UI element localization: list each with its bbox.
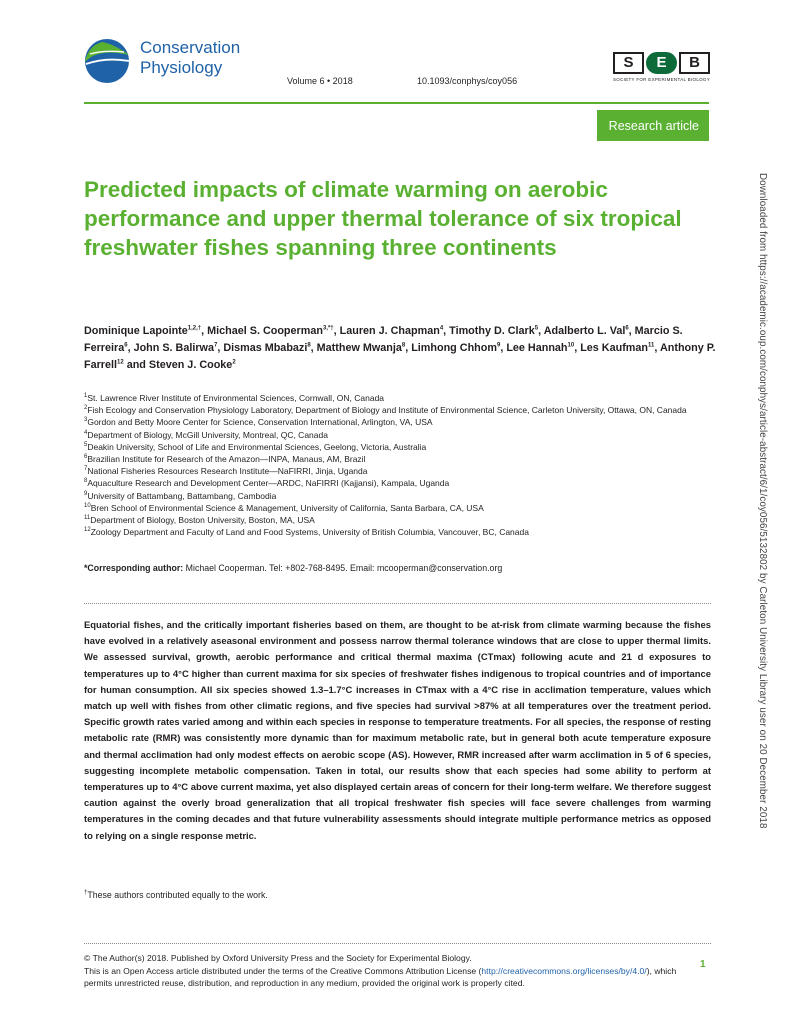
affiliation-item (84, 429, 714, 441)
author-name: Steven J. Cooke (148, 359, 233, 371)
affiliation-text: Fish Ecology and Conservation Physiology Laboratory, Department of Biology and Institute of Environmental Science, Carleton University, Ottawa, ON, Canada (87, 405, 687, 416)
author-separator: , (405, 342, 412, 354)
doi-label[interactable]: 10.1093/conphys/coy056 (417, 76, 518, 86)
author-affiliation-mark: 10 (567, 342, 575, 349)
affiliation-item (84, 441, 714, 453)
affiliation-number: 10 (84, 503, 91, 509)
corresponding-details: Michael Cooperman. Tel: +802-768-8495. Email: mcooperman@conservation.org (183, 563, 503, 573)
affiliation-number: 12 (84, 527, 91, 534)
author-affiliation-mark: 12 (117, 359, 124, 366)
copyright-line: © The Author(s) 2018. Published by Oxford University Press and the Society for Experimental Biology. (84, 953, 472, 963)
footnote-mark: † (84, 890, 88, 897)
affiliation-item (84, 392, 714, 404)
author-name: Michael S. Cooperman (207, 325, 323, 337)
affiliation-number: 4 (84, 429, 88, 436)
author-affiliation-mark: 8 (307, 342, 311, 349)
author-name: Adalberto L. Val (543, 325, 626, 337)
license-footer (84, 952, 684, 990)
author-affiliation-mark: 7 (213, 342, 218, 349)
download-note: Downloaded from https://academic.oup.com/conphys/article-abstract/6/1/coy056/5132802 by Carleton University Library user on 20 December 2018 (757, 173, 768, 829)
journal-name: Conservation Physiology (140, 38, 241, 77)
author-list (84, 323, 724, 374)
author-affiliation-mark: 6 (124, 342, 128, 349)
journal-logo (84, 36, 264, 86)
affiliation-number: 6 (84, 454, 88, 461)
author-separator: and (123, 359, 149, 371)
seb-letter-e: E (646, 52, 677, 74)
author-affiliation-mark: 4 (439, 325, 444, 332)
author-name: Dominique Lapointe (84, 325, 188, 337)
author-separator: , (628, 325, 635, 337)
affiliation-item (84, 404, 714, 416)
affiliation-item (84, 477, 714, 489)
affiliation-number: 5 (84, 441, 88, 448)
author-separator: , (500, 342, 507, 354)
affiliation-text: Department of Biology, Boston University, Boston, MA, USA (90, 515, 315, 526)
article-title: Predicted impacts of climate warming on aerobic performance and upper thermal tolerance of six tropical freshwater fishes spanning three continents (84, 177, 682, 260)
section-divider (84, 603, 711, 604)
affiliation-text: University of Battambang, Battambang, Cambodia (87, 490, 277, 501)
author-separator: , (574, 342, 581, 354)
affiliation-text: National Fisheries Resources Research Institute—NaFIRRI, Jinja, Uganda (87, 466, 368, 477)
author-separator: , (333, 325, 340, 337)
affiliation-number: 2 (84, 405, 88, 412)
seb-letter-b: B (679, 52, 710, 74)
header-rule (84, 102, 709, 104)
footnote-text: These authors contributed equally to the work. (87, 890, 268, 900)
author-separator: , (201, 325, 208, 337)
author-separator: , (538, 325, 544, 337)
affiliation-text: Deakin University, School of Life and Environmental Sciences, Geelong, Victoria, Australia (87, 441, 427, 452)
society-logo (613, 52, 713, 82)
affiliation-item (84, 490, 714, 502)
affiliation-text: Zoology Department and Faculty of Land and Food Systems, University of British Columbia, Vancouver, BC, Canada (90, 527, 529, 538)
affiliation-text: Bren School of Environmental Science & Management, University of California, Santa Barbara, CA, USA (90, 502, 484, 513)
affiliation-text: St. Lawrence River Institute of Environmental Sciences, Cornwall, ON, Canada (87, 393, 385, 403)
author-separator: , (217, 342, 224, 354)
affiliation-number: 3 (84, 417, 88, 424)
affiliation-number: 8 (84, 478, 88, 485)
footer-divider (84, 943, 711, 944)
author-separator: , (310, 342, 317, 354)
society-name: SOCIETY FOR EXPERIMENTAL BIOLOGY (613, 77, 711, 82)
globe-icon (84, 38, 130, 84)
affiliation-number: 1 (84, 393, 88, 400)
affiliation-list (84, 392, 714, 538)
author-affiliation-mark: 5 (534, 325, 539, 332)
corresponding-label: *Corresponding author: (84, 563, 184, 573)
author-name: Matthew Mwanja (316, 342, 402, 354)
author-affiliation-mark: 6 (625, 325, 629, 332)
license-text: This is an Open Access article distributed under the terms of the Creative Commons Attribution License (http://creativecommons.org/licenses/by/4.0/), which permits unrestricted reuse, distribution, and reproduction in any medium, provided the original work is properly cited. (84, 965, 677, 988)
author-name: Anthony P. Farrell (84, 342, 716, 371)
author-affiliation-mark: 2 (232, 359, 236, 366)
page-number: 1 (700, 959, 706, 970)
affiliation-text: Department of Biology, McGill University, Montreal, QC, Canada (87, 429, 328, 440)
affiliation-item (84, 465, 714, 477)
author-name: Dismas Mbabazi (223, 342, 308, 354)
author-name: Marcio S. Ferreira (84, 325, 683, 354)
license-link[interactable]: http://creativecommons.org/licenses/by/4.0/ (481, 965, 647, 976)
affiliation-number: 7 (84, 466, 88, 473)
affiliation-item (84, 416, 714, 428)
author-affiliation-mark: 1,2,† (187, 325, 202, 332)
author-affiliation-mark: 8 (401, 342, 406, 349)
affiliation-item (84, 514, 714, 526)
affiliation-text: Brazilian Institute for Research of the Amazon—INPA, Manaus, AM, Brazil (87, 454, 366, 465)
author-name: Les Kaufman (580, 342, 648, 354)
author-name: Lee Hannah (506, 342, 568, 354)
volume-label: Volume 6 • 2018 (287, 76, 353, 86)
affiliation-text: Gordon and Betty Moore Center for Science, Conservation International, Arlington, VA, USA (87, 417, 433, 428)
affiliation-item (84, 526, 714, 538)
author-name: Lauren J. Chapman (339, 325, 440, 337)
article-type-badge: Research article (597, 110, 709, 141)
author-separator: , (127, 342, 134, 354)
seb-letter-s: S (613, 52, 644, 74)
affiliation-item (84, 453, 714, 465)
author-separator: , (443, 325, 450, 337)
author-affiliation-mark: 9 (496, 342, 501, 349)
author-name: Limhong Chhom (411, 342, 497, 354)
author-separator: , (654, 342, 660, 354)
affiliation-number: 11 (84, 515, 91, 522)
author-footnote (84, 890, 268, 900)
author-affiliation-mark: 3,*† (322, 325, 334, 332)
abstract: Equatorial fishes, and the critically important fisheries based on them, are thought to be at-risk from climate warming because the fishes have evolved in a relatively aseasonal environment and possess narrow thermal tolerance windows that are close to upper thermal limits. We assessed survival, growth, aerobic performance and critical thermal maxima (CTmax) following acute and 21 d exposures to temperatures up to 4°C higher than current maxima for six species of freshwater fishes indigenous to tropical countries and of importance for human consumption. All six species showed 1.3–1.7°C increases in CTmax with a 4°C rise in acclimation temperature, values which match up well with fishes from other climatic regions, and five species had survival >87% at all temperatures over the treatment period. Specific growth rates varied among and within each species in response to temperature treatments. For all species, the response of resting metabolic rate (RMR) was consistently more dynamic than for maximum metabolic rate, but in general both acute temperature exposure and thermal acclimation had only modest effects on aerobic scope (AS). However, RMR increased after warm acclimation in 5 of 6 species, suggesting incomplete metabolic compensation. Taken in total, our results show that each species had some ability to perform at temperatures up to 4°C above current maxima, yet also displayed certain areas of concern for their long-term welfare. We therefore suggest caution against the overly broad generalization that all tropical freshwater fish species will face severe challenges from warming temperatures in the coming decades and that future vulnerability assessments should integrate multiple performance metrics as opposed to relying on a single response metric. (84, 620, 711, 842)
corresponding-author (84, 563, 714, 573)
affiliation-number: 9 (84, 490, 88, 497)
author-name: Timothy D. Clark (449, 325, 535, 337)
author-affiliation-mark: 11 (648, 342, 655, 349)
affiliation-item (84, 502, 714, 514)
affiliation-text: Aquaculture Research and Development Center—ARDC, NaFIRRI (Kajjansi), Kampala, Uganda (87, 478, 450, 489)
author-name: John S. Balirwa (133, 342, 214, 354)
